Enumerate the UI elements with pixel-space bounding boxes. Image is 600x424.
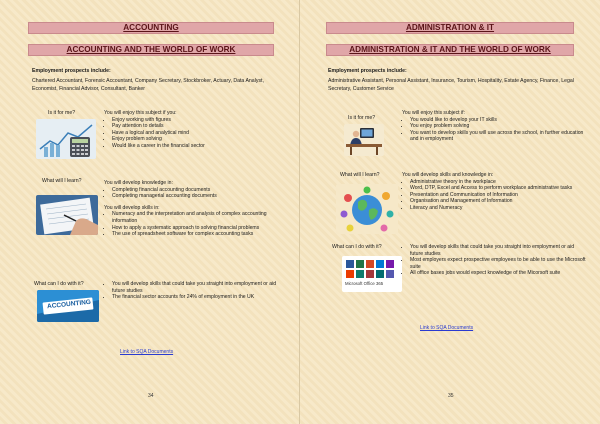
section-banner: ADMINISTRATION & IT AND THE WORLD OF WORK xyxy=(326,44,574,56)
employment-text: Chartered Accountant, Forensic Accountant, Company Secretary, Stockbroker, Actuary, Data Analyst, Economist, Financial Advisor, Consultant, Banker xyxy=(32,78,264,92)
subject-banner: ADMINISTRATION & IT xyxy=(326,22,574,34)
subject-banner: ACCOUNTING xyxy=(28,22,274,34)
q2-list xyxy=(112,187,284,200)
list-item: • Pay attention to details xyxy=(112,123,284,130)
calculator-chart-image xyxy=(36,119,96,159)
question-is-it-for-me: Is it for me? xyxy=(48,110,76,116)
list-item: • You would like to develop your IT skills xyxy=(410,117,586,124)
q1-intro: You will enjoy this subject if: xyxy=(402,110,465,116)
list-item: • The use of spreadsheet software for complex accounting tasks xyxy=(112,231,284,238)
question-what-will-i-learn: What will I learn? xyxy=(42,178,82,184)
hand-writing-image xyxy=(36,195,98,235)
list-item: • Completing managerial accounting documents xyxy=(112,193,284,200)
list-item: • Have a logical and analytical mind xyxy=(112,130,284,137)
list-item: • Word, DTP, Excel and Access to perform workplace administrative tasks xyxy=(410,185,586,192)
list-item: • Most employers expect prospective employees to be able to use the Microsoft suite xyxy=(410,257,586,270)
q3-answer xyxy=(104,281,284,301)
q2-list xyxy=(410,179,586,212)
q2-intro-2: You will develop skills in: xyxy=(104,204,160,211)
sqa-documents-link[interactable]: Link to SQA Documents xyxy=(420,325,474,331)
accounting-sign-image xyxy=(37,290,99,322)
page-number: 35 xyxy=(448,393,454,399)
globe-icons-image xyxy=(336,184,398,234)
q1-answer xyxy=(402,110,586,143)
list-item: • Enjoy working with figures xyxy=(112,117,284,124)
list-item: • Presentation and Communication of Information xyxy=(410,192,586,199)
list-item: • Administrative theory in the workplace xyxy=(410,179,586,186)
list-item: • Organisation and Management of Information xyxy=(410,198,586,205)
question-is-it-for-me: Is it for me? xyxy=(348,115,376,121)
sqa-documents-link[interactable]: Link to SQA Documents xyxy=(120,349,174,355)
q1-answer xyxy=(104,110,284,150)
employment-heading: Employment prospects include: xyxy=(32,68,111,74)
question-what-will-i-learn: What will I learn? xyxy=(340,172,380,178)
list-item: • You enjoy problem solving xyxy=(410,123,586,130)
q2-answer xyxy=(402,172,586,212)
list-item: • The financial sector accounts for 24% of employment in the UK xyxy=(112,294,284,301)
q3-answer xyxy=(402,244,586,277)
list-item: • All office bases jobs would expect knowledge of the Micorsoft suite xyxy=(410,270,586,277)
office-worker-image xyxy=(344,124,384,156)
accounting-sign-text: ACCOUNTING xyxy=(46,298,92,311)
page-administration-it xyxy=(300,0,600,424)
q2-intro: You will develop skills and knowledge in: xyxy=(402,172,494,178)
page-number: 34 xyxy=(148,393,154,399)
section-banner: ACCOUNTING AND THE WORLD OF WORK xyxy=(28,44,274,56)
q2-intro: You will develop knowledge in: xyxy=(104,180,173,186)
list-item: • Literacy and Numeracy xyxy=(410,205,586,212)
list-item: • Would like a career in the financial sector xyxy=(112,143,284,150)
microsoft-office-image xyxy=(342,256,402,292)
list-item: • You want to develop skills you will use across the school, in further education and in employment xyxy=(410,130,586,143)
employment-text: Administrative Assistant, Personal Assistant, Insurance, Tourism, Hospitality, Estate Agency, Finance, Legal Secretary, Customer Service xyxy=(328,78,574,92)
q1-intro: You will enjoy this subject if you: xyxy=(104,110,177,116)
q2-list-2 xyxy=(112,211,284,237)
list-item: • Numeracy and the interpretation and analysis of complex accounting information xyxy=(112,211,284,224)
q3-list xyxy=(112,281,284,301)
list-item: • How to apply a systematic approach to solving financial problems xyxy=(112,225,284,232)
q3-list xyxy=(410,244,586,277)
list-item: • Completing financial accounting documents xyxy=(112,187,284,194)
employment-heading: Employment prospects include: xyxy=(328,68,407,74)
question-what-can-i-do: What can I do with it? xyxy=(332,244,382,250)
list-item: • You will develop skills that could take you straight into employment or aid future studies xyxy=(410,244,586,257)
q1-list xyxy=(410,117,586,143)
office-logo-text: Microsoft Office 365 xyxy=(345,281,384,286)
question-what-can-i-do: What can I do with it? xyxy=(34,281,84,287)
q2-answer xyxy=(104,180,284,238)
list-item: • Enjoy problem solving xyxy=(112,136,284,143)
list-item: • You will develop skills that could take you straight into employment or aid future studies xyxy=(112,281,284,294)
q1-list xyxy=(112,117,284,150)
